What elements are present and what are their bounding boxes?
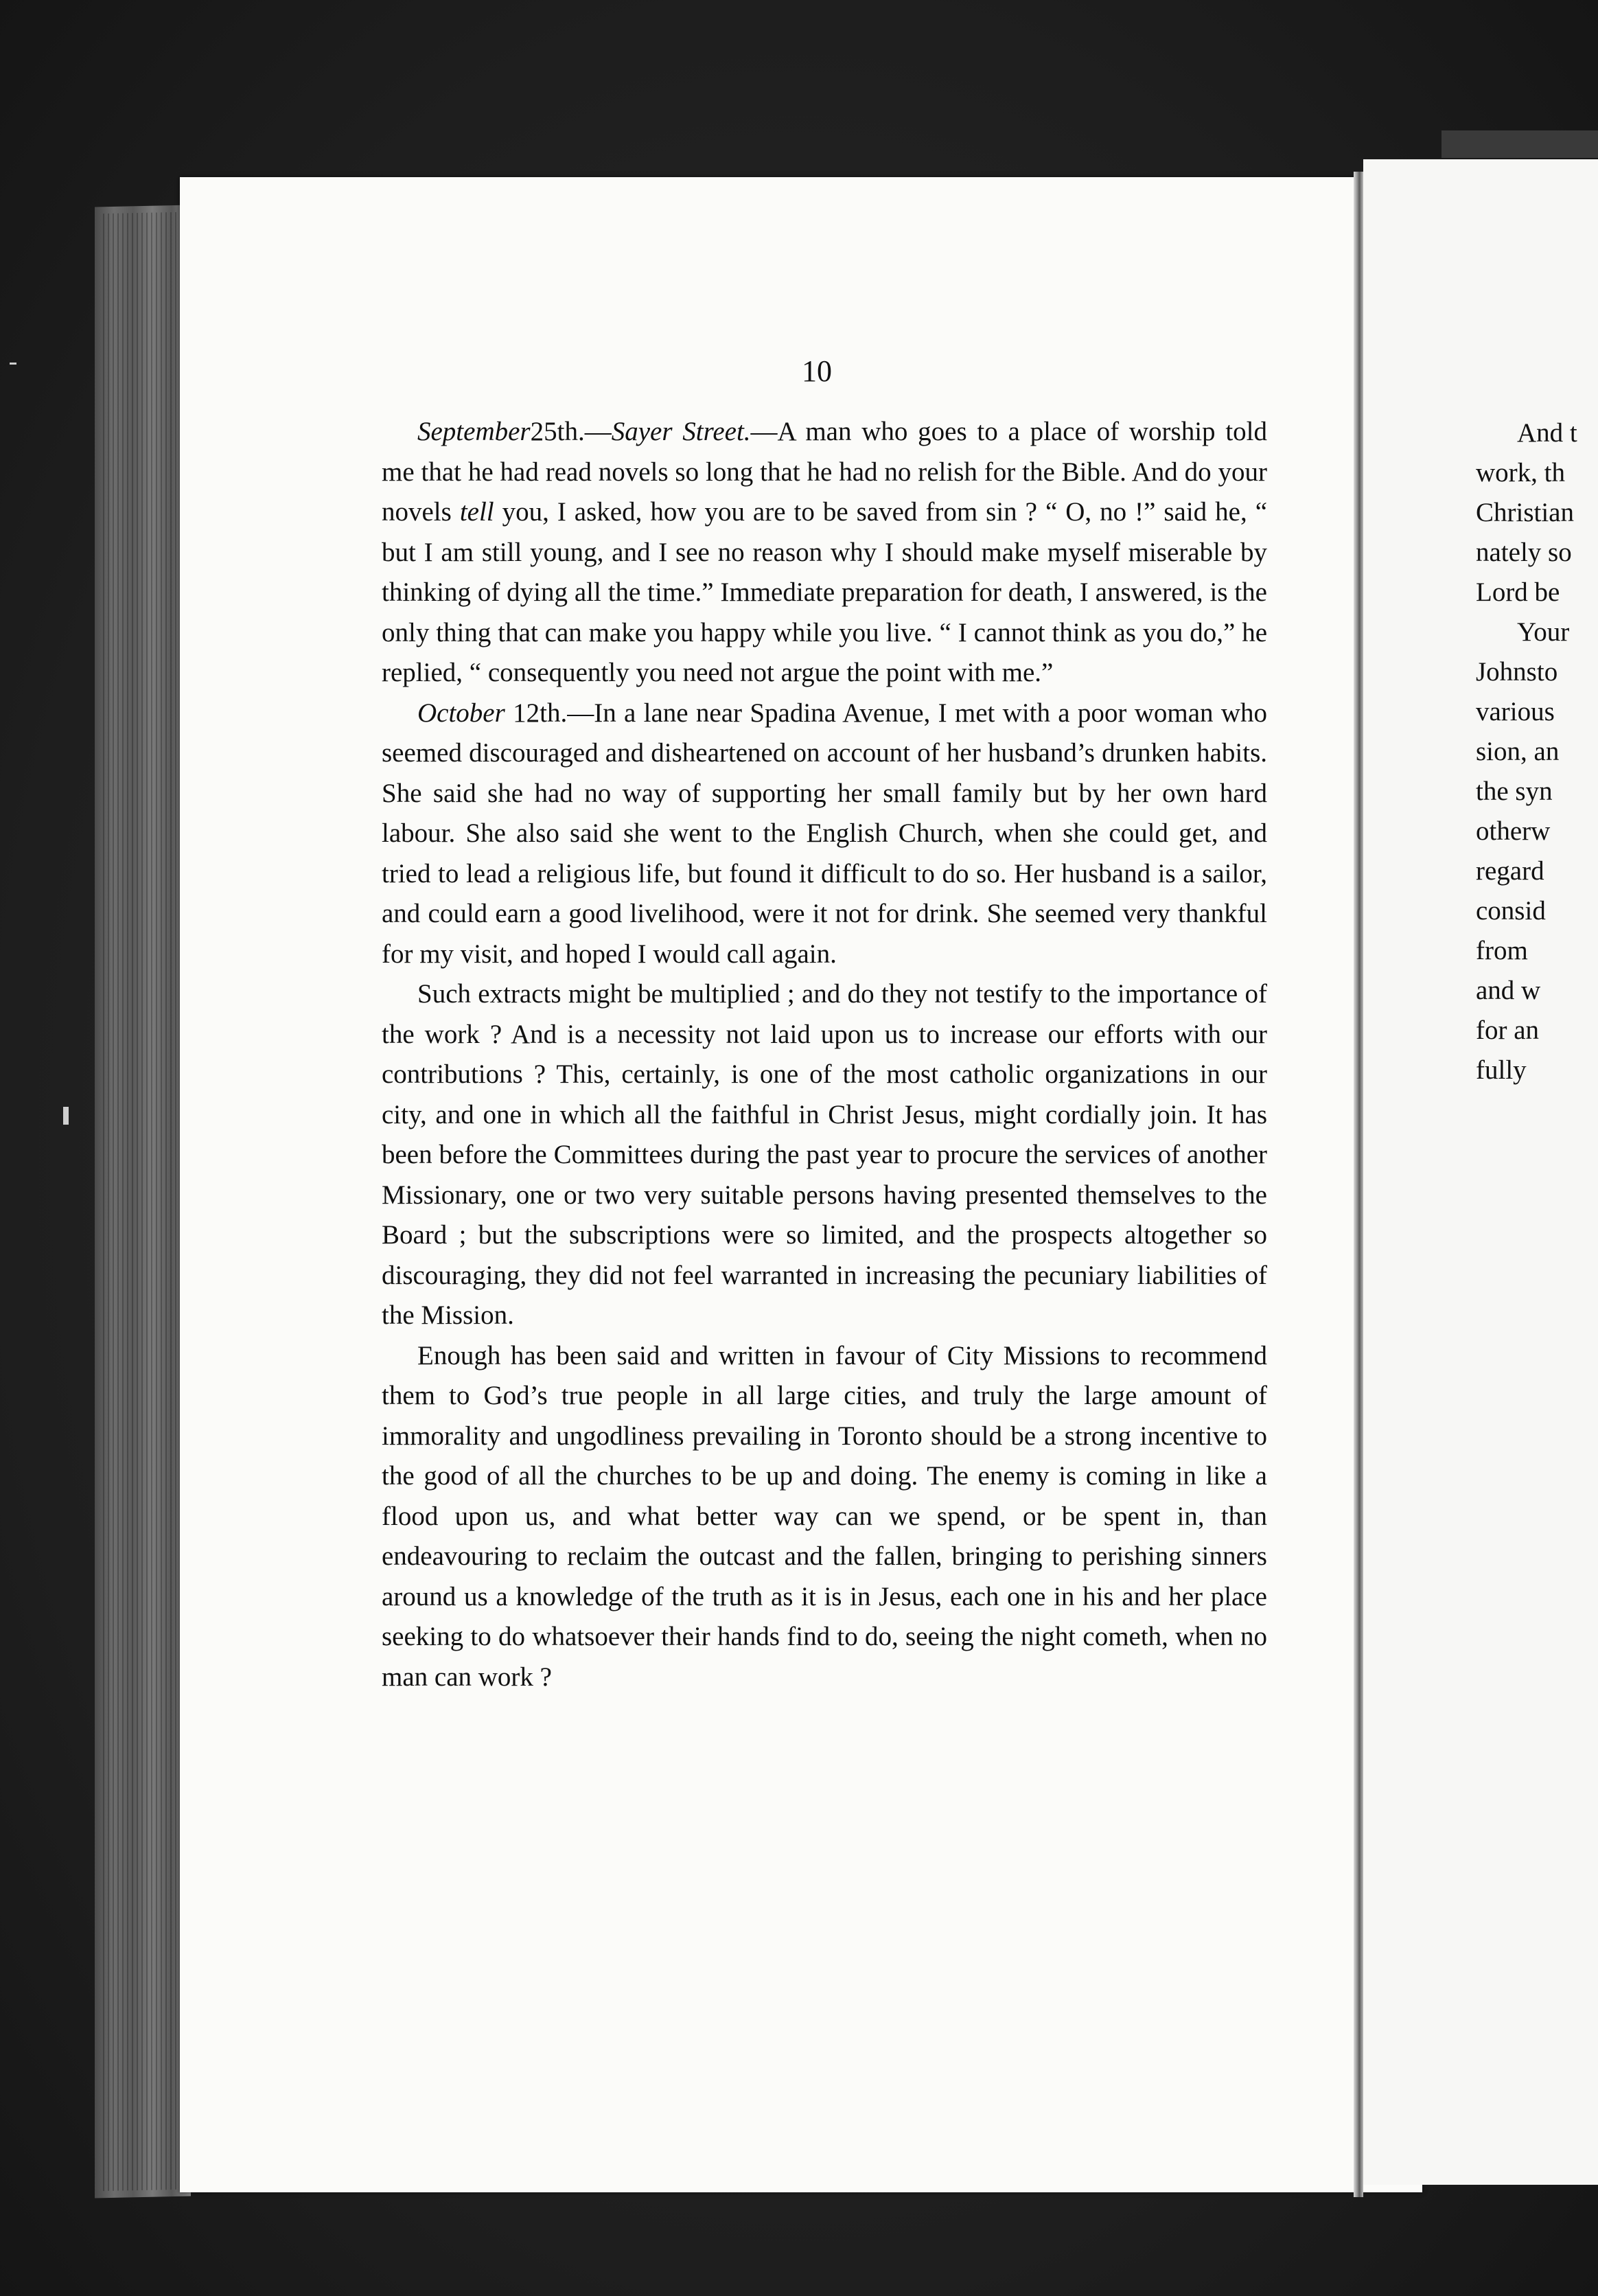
book-gutter xyxy=(1354,172,1363,2197)
page-body-text xyxy=(382,412,1267,1697)
right-line: Lord be xyxy=(1476,577,1560,607)
right-line: Johnsto xyxy=(1476,657,1558,687)
paragraph-september xyxy=(382,412,1267,693)
right-line: various xyxy=(1476,697,1555,726)
right-line: and w xyxy=(1476,976,1541,1005)
right-line: from xyxy=(1476,936,1528,965)
right-page-text xyxy=(1476,413,1598,1090)
paragraph-city-missions: Enough has been said and written in favour of City Missions to recommend them to God’s true people in all large cities, and truly the large amount of immorality and ungodliness prevailing in Toronto should be a strong incentive to the good of all the churches to be up and doing. The enemy is coming in like a flood upon us, and what better way can we spend, or be spent in, than endeavouring to reclaim the outcast and the fallen, bringing to perishing sinners around us a knowledge of the truth as it is in Jesus, each one in his and her place seeking to do whatsoever their hands find to do, seeing the night cometh, when no man can work ? xyxy=(382,1340,1267,1692)
right-line: for an xyxy=(1476,1015,1540,1045)
paragraph-text: —A man who goes to a place of worship told me that he had read novels so long that he had no relish for the Bible. And do your novels xyxy=(382,417,1267,527)
place-label: Sayer Street. xyxy=(611,417,751,446)
right-line: And t xyxy=(1517,418,1577,448)
right-line: fully xyxy=(1476,1055,1527,1085)
right-line: sion, an xyxy=(1476,737,1560,766)
dust-speck xyxy=(63,1107,69,1125)
dust-speck xyxy=(10,363,16,365)
scan-edge-strip xyxy=(1441,130,1598,158)
right-line: consid xyxy=(1476,896,1546,926)
right-line: the syn xyxy=(1476,777,1553,806)
right-line: work, th xyxy=(1476,458,1565,487)
date-number: 12th. xyxy=(505,698,568,728)
right-line: Christian xyxy=(1476,498,1574,527)
paragraph-october xyxy=(382,693,1267,975)
date-number: 25th.— xyxy=(530,417,612,446)
emphasis-word: tell xyxy=(459,497,494,527)
paragraph-text: you, I asked, how you are to be saved from sin ? “ O, no !” said he, “ but I am still young, and I see no reason why I should make myself miserable by thinking of dying all the time.” Immediate preparation for death, I answered, is the only thing that can make you happy while you live. “ I cannot think as you do,” he replied, “ consequently you need not argue the point with me.” xyxy=(382,497,1267,687)
paragraph-extracts: Such extracts might be multiplied ; and do they not testify to the importance of the work ? And is a necessity not laid upon us to increase our efforts with our contributions ? This, certainly, is one of the most catholic organizations in our city, and one in which all the faithful in Christ Jesus, might cordially join. It has been before the Committees during the past year to procure the services of another Missionary, one or two very suitable persons having presented themselves to the Board ; but the subscriptions were so limited, and the prospects altogether so discouraging, they did not feel warranted in increasing the pecuniary liabilities of the Mission. xyxy=(382,979,1267,1330)
right-line: otherw xyxy=(1476,816,1551,846)
right-line: nately so xyxy=(1476,538,1572,567)
date-label: September xyxy=(417,417,531,446)
page-number: 10 xyxy=(802,354,832,388)
paragraph-text: —In a lane near Spadina Avenue, I met with a poor woman who seemed discouraged and disheartened on account of her husband’s drunken habits. She said she had no way of supporting her small family but by her own hard labour. She also said she went to the English Church, when she could get, and tried to lead a religious life, but found it difficult to do so. Her husband is a sailor, and could earn a good livelihood, were it not for drink. She seemed very thankful for my visit, and hoped I would call again. xyxy=(382,698,1267,969)
right-line: Your xyxy=(1517,617,1570,647)
right-line: regard xyxy=(1476,856,1544,886)
book-page-edge-lines xyxy=(103,212,178,2191)
date-label: October xyxy=(417,698,505,728)
